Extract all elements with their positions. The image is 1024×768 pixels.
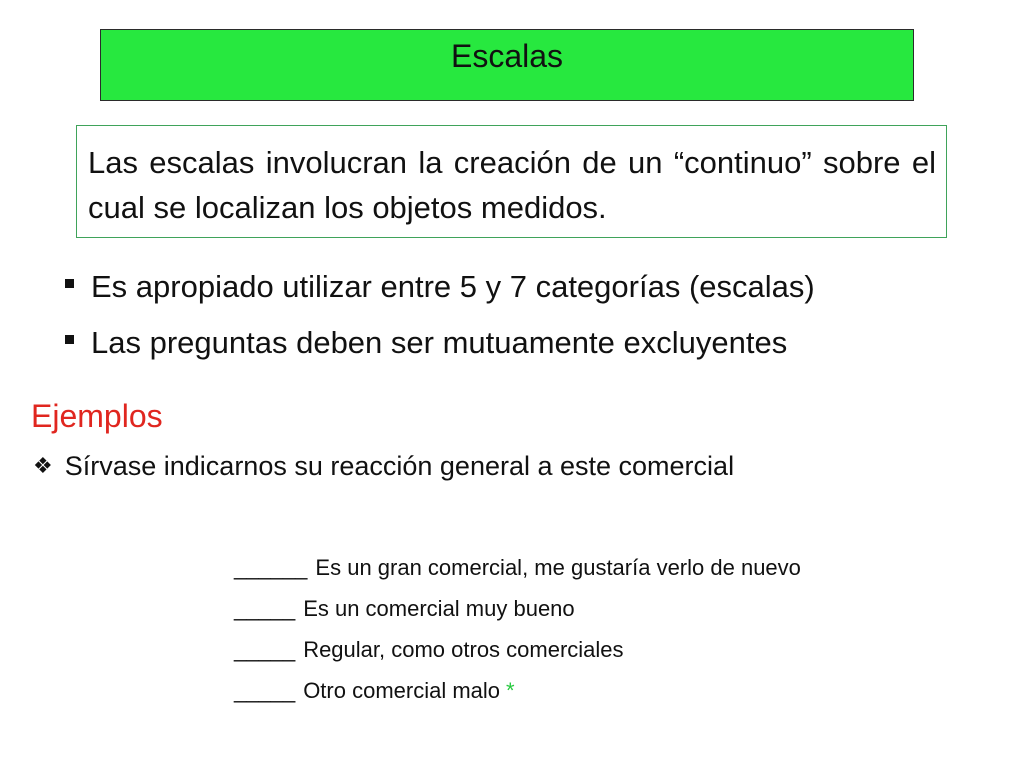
square-bullet-icon — [65, 279, 74, 288]
answer-blank: _____ — [234, 636, 296, 662]
answer-option — [234, 547, 801, 588]
question-text: Sírvase indicarnos su reacción general a este comercial — [64, 451, 735, 481]
answer-option — [234, 670, 801, 711]
answer-blank: _____ — [234, 677, 296, 703]
bullet-text: Las preguntas deben ser mutuamente excluyentes — [91, 324, 788, 360]
answer-options — [234, 547, 801, 711]
square-bullet-icon — [65, 335, 74, 344]
definition-box: Las escalas involucran la creación de un “continuo” sobre el cual se localizan los objetos medidos. — [76, 125, 947, 238]
answer-option — [234, 588, 801, 629]
bullet-text: Es apropiado utilizar entre 5 y 7 categorías (escalas) — [91, 268, 815, 304]
asterisk-mark: * — [506, 677, 515, 703]
answer-blank: _____ — [234, 595, 296, 621]
answer-blank: ______ — [234, 554, 308, 580]
answer-text: Es un gran comercial, me gustaría verlo de nuevo — [315, 554, 801, 580]
answer-text: Es un comercial muy bueno — [303, 595, 575, 621]
bullet-item — [62, 319, 815, 366]
diamond-bullet-icon: ❖ — [33, 452, 53, 478]
slide-title: Escalas — [450, 37, 564, 74]
answer-text: Otro comercial malo — [303, 677, 501, 703]
answer-text: Regular, como otros comerciales — [303, 636, 624, 662]
examples-heading: Ejemplos — [31, 398, 163, 434]
question — [33, 451, 734, 482]
answer-option — [234, 629, 801, 670]
title-box — [100, 29, 914, 101]
bullet-item — [62, 263, 815, 310]
bullet-list — [62, 263, 815, 375]
